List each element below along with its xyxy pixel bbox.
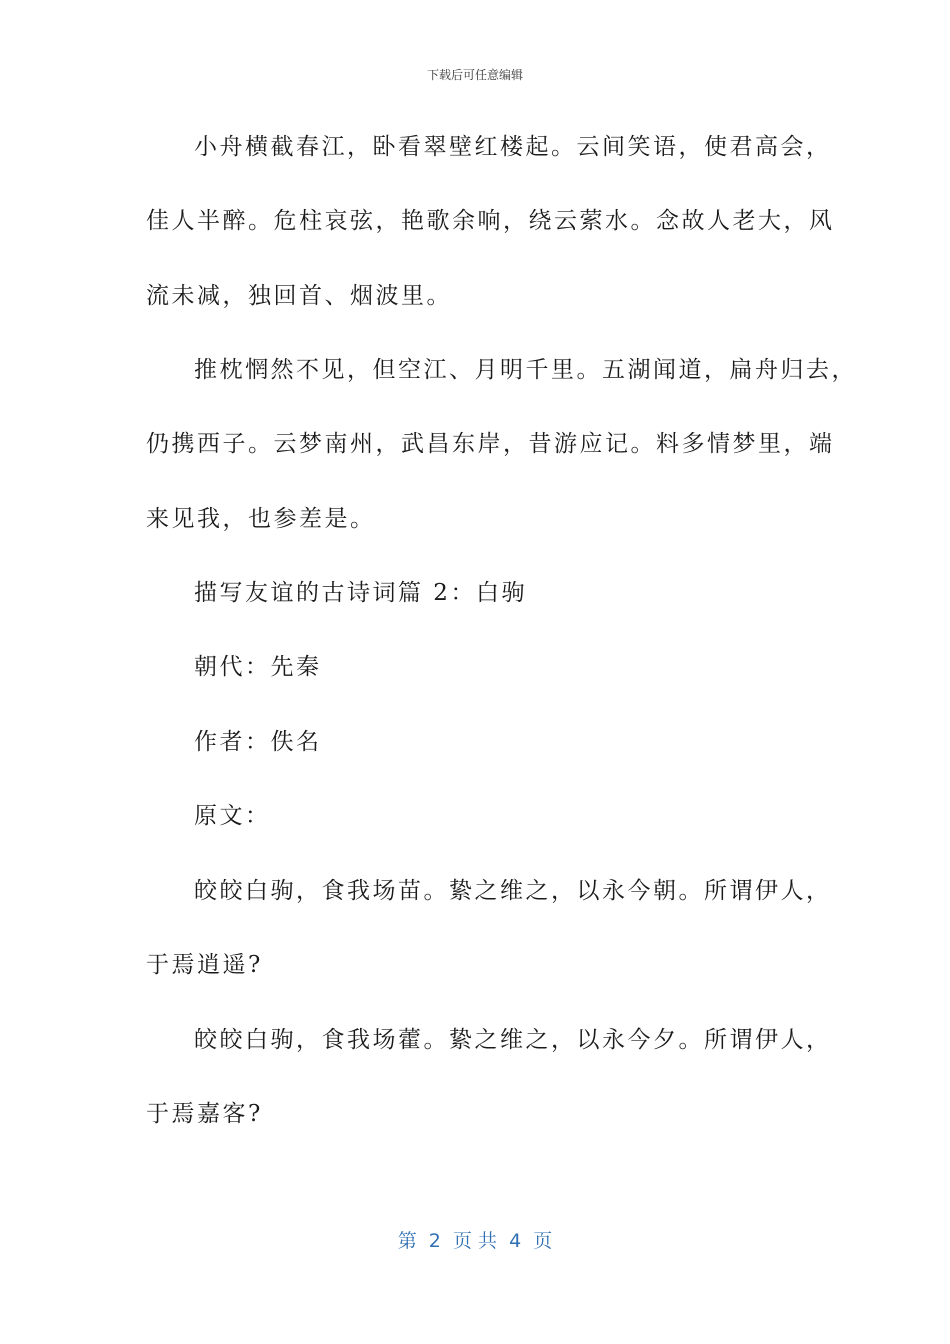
poem-line: 皎皎白驹，食我场藿。絷之维之，以永今夕。所谓伊人， <box>194 1027 832 1053</box>
page-number-footer: 第 2 页 共 4 页 <box>397 1230 553 1252</box>
poem-line: 小舟横截春江，卧看翠壁红楼起。云间笑语，使君高会， <box>194 134 832 160</box>
poem-line: 于焉嘉客? <box>146 1101 263 1127</box>
dynasty-line: 朝代：先秦 <box>194 654 322 680</box>
poem-line: 佳人半醉。危柱哀弦，艳歌余响，绕云萦水。念故人老大，风 <box>146 208 835 234</box>
poem-line: 流未减，独回首、烟波里。 <box>146 283 452 309</box>
section-heading: 描写友谊的古诗词篇 2：白驹 <box>194 580 527 606</box>
page-header: 下载后可任意编辑 <box>426 68 523 82</box>
poem-line: 皎皎白驹，食我场苗。絷之维之，以永今朝。所谓伊人， <box>194 878 832 904</box>
poem-line: 于焉逍遥? <box>146 952 263 978</box>
original-text-label: 原文： <box>194 803 271 829</box>
poem-line: 仍携西子。云梦南州，武昌东岸，昔游应记。料多情梦里，端 <box>146 431 835 457</box>
poem-line: 推枕惘然不见，但空江、月明千里。五湖闻道，扁舟归去， <box>194 357 857 383</box>
poem-line: 来见我，也参差是。 <box>146 506 376 532</box>
author-line: 作者：佚名 <box>194 729 322 755</box>
